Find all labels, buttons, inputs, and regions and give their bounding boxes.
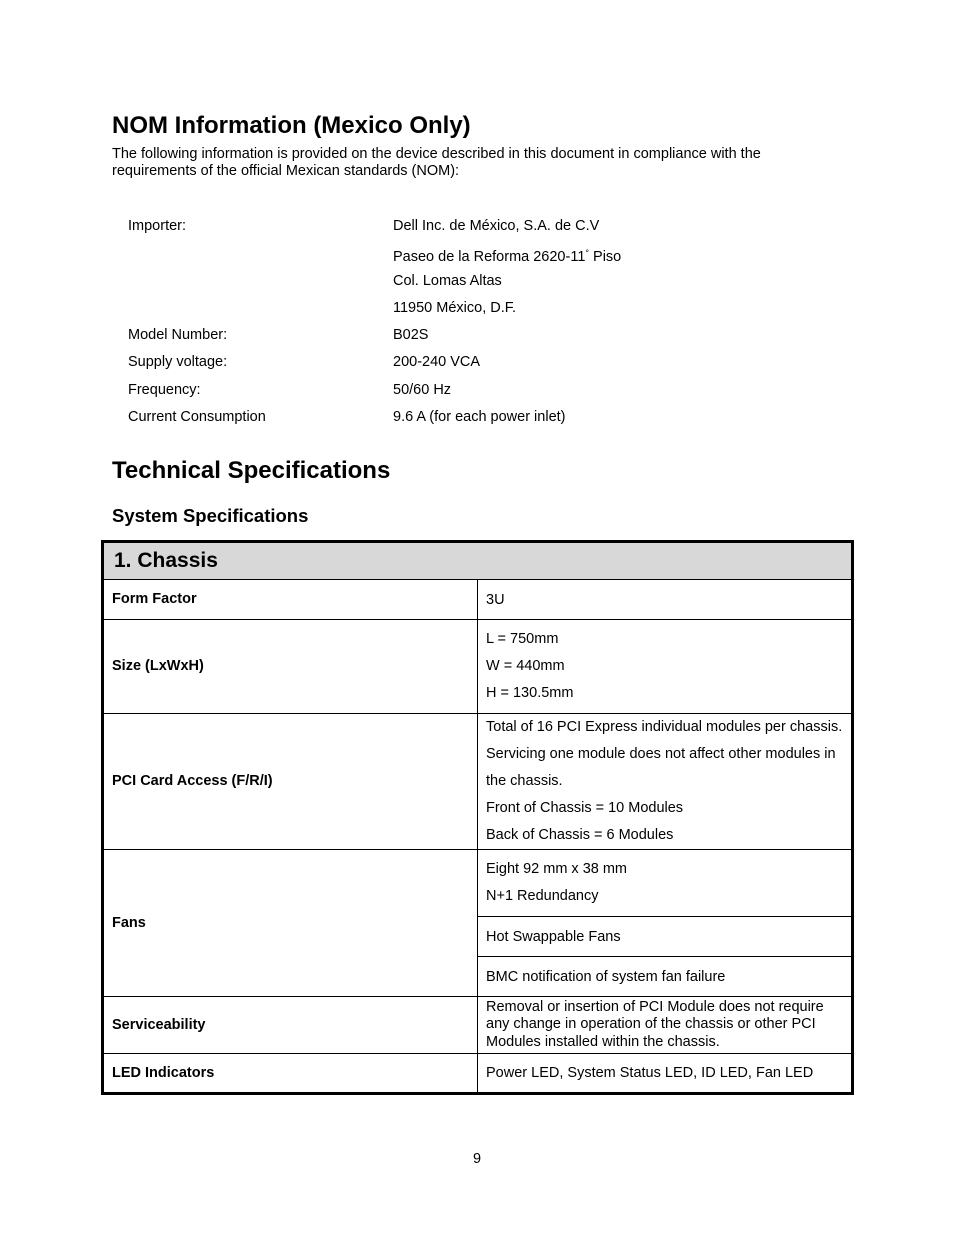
size-length: L = 750mm	[486, 631, 559, 647]
nom-row-importer-2	[128, 240, 828, 267]
importer-floor: Piso	[593, 249, 622, 266]
current-value: 9.6 A (for each power inlet)	[393, 409, 566, 426]
table-row-serviceability	[103, 997, 853, 1054]
page-number: 9	[472, 1151, 482, 1167]
serviceability-value: Removal or insertion of PCI Module does not require any change in operation of the chassis or other PCI Modules installed within the chassis.	[478, 997, 853, 1054]
chassis-section-header: 1. Chassis	[103, 542, 853, 580]
nom-info-table	[128, 213, 828, 431]
nom-row-model	[128, 322, 828, 349]
voltage-value: 200-240 VCA	[393, 354, 481, 371]
pci-label: PCI Card Access (F/R/I)	[103, 714, 478, 850]
serviceability-label: Serviceability	[103, 997, 478, 1054]
tech-spec-title: Technical Specifications	[112, 457, 391, 484]
frequency-value: 50/60 Hz	[393, 381, 452, 398]
size-value	[478, 620, 853, 714]
fans-label: Fans	[103, 850, 478, 997]
importer-label: Importer:	[128, 218, 187, 234]
model-value: B02S	[393, 327, 429, 344]
led-label: LED Indicators	[103, 1054, 478, 1094]
importer-line-3: Col. Lomas Altas	[393, 272, 502, 289]
table-row-fans-a	[103, 850, 853, 917]
current-label: Current Consumption	[128, 409, 266, 426]
table-row-pci	[103, 714, 853, 850]
importer-line-4: 11950 México, D.F.	[393, 299, 517, 316]
pci-line-4: Back of Chassis = 6 Modules	[486, 827, 674, 843]
nom-row-importer	[128, 213, 828, 240]
nom-row-importer-4	[128, 295, 828, 322]
pci-line-3: Front of Chassis = 10 Modules	[486, 800, 684, 816]
table-row-form-factor	[103, 580, 853, 620]
nom-intro-text: The following information is provided on the device described in this document in compliance with the requirements of the official Mexican standards (NOM):	[112, 146, 761, 179]
form-factor-value: 3U	[478, 580, 853, 620]
pci-line-1: Total of 16 PCI Express individual modules per chassis.	[486, 719, 843, 735]
system-spec-subtitle: System Specifications	[112, 505, 309, 526]
nom-row-importer-3	[128, 268, 828, 295]
frequency-label: Frequency:	[128, 381, 201, 398]
chassis-spec-table	[101, 540, 854, 1095]
importer-line-1: Dell Inc. de México, S.A. de C.V	[393, 218, 600, 234]
form-factor-label: Form Factor	[103, 580, 478, 620]
importer-street: Paseo de la Reforma 2620-11	[393, 249, 586, 266]
pci-line-2: Servicing one module does not affect other modules in the chassis.	[486, 746, 836, 789]
fans-line-1: Eight 92 mm x 38 mm	[486, 861, 628, 877]
led-value: Power LED, System Status LED, ID LED, Fan LED	[478, 1054, 853, 1094]
fans-value-c: BMC notification of system fan failure	[478, 957, 853, 997]
degree-symbol: °	[585, 248, 589, 259]
size-label: Size (LxWxH)	[103, 620, 478, 714]
nom-row-voltage	[128, 349, 828, 376]
fans-value-a	[478, 850, 853, 917]
size-height: H = 130.5mm	[486, 685, 574, 701]
nom-row-frequency	[128, 377, 828, 404]
fans-value-b: Hot Swappable Fans	[478, 917, 853, 957]
pci-value	[478, 714, 853, 850]
table-row-size	[103, 620, 853, 714]
model-label: Model Number:	[128, 327, 228, 344]
table-header-row	[103, 542, 853, 580]
table-row-led	[103, 1054, 853, 1094]
size-width: W = 440mm	[486, 658, 565, 674]
fans-line-2: N+1 Redundancy	[486, 888, 599, 904]
nom-row-current	[128, 404, 828, 431]
voltage-label: Supply voltage:	[128, 354, 228, 371]
nom-section-title: NOM Information (Mexico Only)	[112, 112, 471, 139]
